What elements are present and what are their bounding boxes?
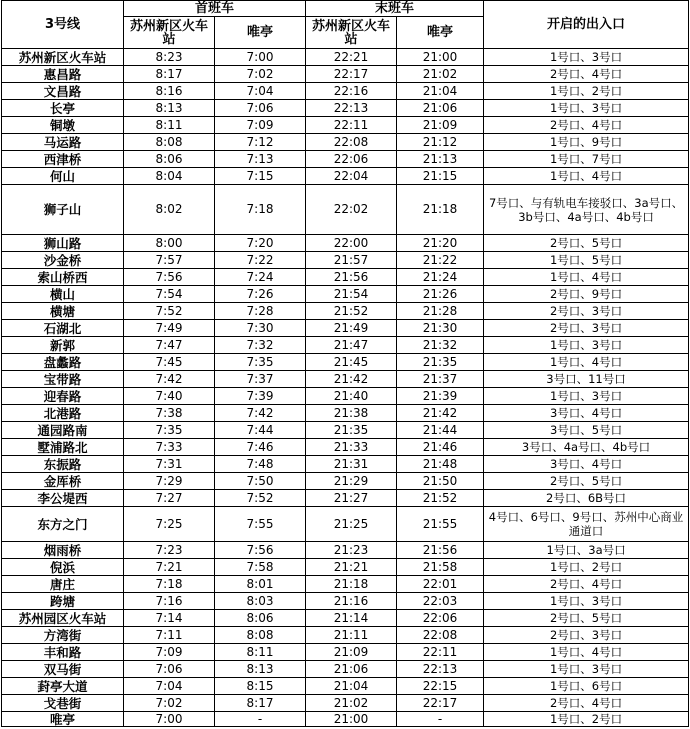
header-first-train: 首班车	[124, 1, 306, 17]
last-train-dir-a: 21:38	[306, 405, 397, 422]
last-train-dir-b: 21:15	[397, 168, 484, 185]
station-name: 新郭	[2, 337, 124, 354]
table-row	[2, 235, 689, 252]
open-exits: 7号口、与有轨电车接驳口、3a号口、3b号口、4a号口、4b号口	[484, 185, 689, 235]
first-train-dir-b: 7:55	[215, 507, 306, 542]
header-last-dir-a: 苏州新区火车站	[306, 17, 397, 49]
last-train-dir-a: 21:57	[306, 252, 397, 269]
last-train-dir-b: 21:50	[397, 473, 484, 490]
first-train-dir-a: 7:33	[124, 439, 215, 456]
first-train-dir-a: 8:04	[124, 168, 215, 185]
station-name: 苏州园区火车站	[2, 610, 124, 627]
last-train-dir-a: 22:04	[306, 168, 397, 185]
open-exits: 1号口、3号口	[484, 100, 689, 117]
first-train-dir-b: 7:24	[215, 269, 306, 286]
open-exits: 1号口、6号口	[484, 678, 689, 695]
last-train-dir-a: 21:06	[306, 661, 397, 678]
station-name: 唐庄	[2, 576, 124, 593]
table-row	[2, 627, 689, 644]
table-row	[2, 678, 689, 695]
last-train-dir-b: 21:35	[397, 354, 484, 371]
first-train-dir-b: 7:42	[215, 405, 306, 422]
table-row	[2, 576, 689, 593]
open-exits: 3号口、4号口	[484, 405, 689, 422]
open-exits: 1号口、9号口	[484, 134, 689, 151]
open-exits: 4号口、6号口、9号口、苏州中心商业通道口	[484, 507, 689, 542]
last-train-dir-b: 21:00	[397, 49, 484, 66]
last-train-dir-b: -	[397, 712, 484, 727]
first-train-dir-b: 8:01	[215, 576, 306, 593]
table-row	[2, 117, 689, 134]
first-train-dir-a: 7:40	[124, 388, 215, 405]
table-row	[2, 507, 689, 542]
first-train-dir-b: 7:37	[215, 371, 306, 388]
station-name: 狮山路	[2, 235, 124, 252]
table-row	[2, 439, 689, 456]
station-name: 长亭	[2, 100, 124, 117]
last-train-dir-a: 21:21	[306, 559, 397, 576]
last-train-dir-a: 22:02	[306, 185, 397, 235]
last-train-dir-a: 21:04	[306, 678, 397, 695]
last-train-dir-a: 21:35	[306, 422, 397, 439]
open-exits: 3号口、11号口	[484, 371, 689, 388]
header-line: 3号线	[2, 1, 124, 49]
first-train-dir-b: 7:50	[215, 473, 306, 490]
open-exits: 1号口、4号口	[484, 644, 689, 661]
last-train-dir-b: 21:04	[397, 83, 484, 100]
first-train-dir-a: 8:11	[124, 117, 215, 134]
last-train-dir-b: 21:46	[397, 439, 484, 456]
first-train-dir-b: 7:12	[215, 134, 306, 151]
last-train-dir-b: 21:44	[397, 422, 484, 439]
last-train-dir-a: 21:47	[306, 337, 397, 354]
last-train-dir-a: 21:11	[306, 627, 397, 644]
last-train-dir-b: 22:06	[397, 610, 484, 627]
last-train-dir-b: 21:42	[397, 405, 484, 422]
table-row	[2, 269, 689, 286]
last-train-dir-b: 21:39	[397, 388, 484, 405]
open-exits: 1号口、4号口	[484, 354, 689, 371]
open-exits: 1号口、7号口	[484, 151, 689, 168]
open-exits: 1号口、4号口	[484, 269, 689, 286]
station-name: 双马街	[2, 661, 124, 678]
first-train-dir-b: 7:13	[215, 151, 306, 168]
last-train-dir-b: 21:55	[397, 507, 484, 542]
first-train-dir-b: 7:02	[215, 66, 306, 83]
open-exits: 2号口、9号口	[484, 286, 689, 303]
last-train-dir-a: 21:14	[306, 610, 397, 627]
first-train-dir-a: 7:29	[124, 473, 215, 490]
timetable	[1, 0, 689, 727]
first-train-dir-a: 7:52	[124, 303, 215, 320]
last-train-dir-a: 21:29	[306, 473, 397, 490]
table-row	[2, 490, 689, 507]
last-train-dir-b: 21:02	[397, 66, 484, 83]
first-train-dir-a: 7:42	[124, 371, 215, 388]
first-train-dir-b: 7:32	[215, 337, 306, 354]
first-train-dir-b: 7:56	[215, 542, 306, 559]
station-name: 北港路	[2, 405, 124, 422]
first-train-dir-b: 8:13	[215, 661, 306, 678]
last-train-dir-a: 22:08	[306, 134, 397, 151]
last-train-dir-b: 22:11	[397, 644, 484, 661]
table-row	[2, 337, 689, 354]
station-name: 宝带路	[2, 371, 124, 388]
table-row	[2, 661, 689, 678]
station-name: 西津桥	[2, 151, 124, 168]
first-train-dir-b: 7:48	[215, 456, 306, 473]
open-exits: 1号口、4号口	[484, 168, 689, 185]
station-name: 惠昌路	[2, 66, 124, 83]
table-row	[2, 712, 689, 727]
station-name: 倪浜	[2, 559, 124, 576]
last-train-dir-a: 21:25	[306, 507, 397, 542]
first-train-dir-b: 8:17	[215, 695, 306, 712]
table-row	[2, 66, 689, 83]
table-row	[2, 473, 689, 490]
first-train-dir-b: 7:04	[215, 83, 306, 100]
open-exits: 2号口、5号口	[484, 473, 689, 490]
station-name: 跨塘	[2, 593, 124, 610]
station-name: 沙金桥	[2, 252, 124, 269]
open-exits: 2号口、5号口	[484, 610, 689, 627]
last-train-dir-b: 22:03	[397, 593, 484, 610]
station-name: 石湖北	[2, 320, 124, 337]
station-name: 李公堤西	[2, 490, 124, 507]
last-train-dir-b: 21:30	[397, 320, 484, 337]
last-train-dir-a: 21:09	[306, 644, 397, 661]
table-row	[2, 593, 689, 610]
last-train-dir-b: 21:24	[397, 269, 484, 286]
open-exits: 2号口、3号口	[484, 303, 689, 320]
first-train-dir-a: 7:16	[124, 593, 215, 610]
first-train-dir-a: 7:27	[124, 490, 215, 507]
station-name: 金厍桥	[2, 473, 124, 490]
station-name: 迎春路	[2, 388, 124, 405]
last-train-dir-b: 22:01	[397, 576, 484, 593]
first-train-dir-b: 7:35	[215, 354, 306, 371]
first-train-dir-b: 7:00	[215, 49, 306, 66]
header-last-dir-b: 唯亭	[397, 17, 484, 49]
last-train-dir-b: 21:22	[397, 252, 484, 269]
station-name: 墅浦路北	[2, 439, 124, 456]
last-train-dir-a: 21:23	[306, 542, 397, 559]
station-name: 马运路	[2, 134, 124, 151]
first-train-dir-a: 7:56	[124, 269, 215, 286]
last-train-dir-b: 22:17	[397, 695, 484, 712]
table-row	[2, 134, 689, 151]
last-train-dir-b: 21:32	[397, 337, 484, 354]
first-train-dir-b: 7:15	[215, 168, 306, 185]
last-train-dir-a: 22:06	[306, 151, 397, 168]
open-exits: 1号口、2号口	[484, 712, 689, 727]
table-row	[2, 286, 689, 303]
header-first-dir-b: 唯亭	[215, 17, 306, 49]
last-train-dir-a: 21:49	[306, 320, 397, 337]
first-train-dir-b: 7:18	[215, 185, 306, 235]
open-exits: 3号口、4a号口、4b号口	[484, 439, 689, 456]
open-exits: 3号口、5号口	[484, 422, 689, 439]
table-row	[2, 83, 689, 100]
first-train-dir-b: 7:28	[215, 303, 306, 320]
station-name: 索山桥西	[2, 269, 124, 286]
first-train-dir-b: 7:39	[215, 388, 306, 405]
table-row	[2, 542, 689, 559]
open-exits: 1号口、3a号口	[484, 542, 689, 559]
station-name: 烟雨桥	[2, 542, 124, 559]
last-train-dir-b: 22:13	[397, 661, 484, 678]
open-exits: 2号口、4号口	[484, 695, 689, 712]
table-row	[2, 100, 689, 117]
last-train-dir-a: 21:18	[306, 576, 397, 593]
table-row	[2, 252, 689, 269]
first-train-dir-a: 7:18	[124, 576, 215, 593]
last-train-dir-b: 22:08	[397, 627, 484, 644]
open-exits: 1号口、3号口	[484, 337, 689, 354]
station-name: 铜墩	[2, 117, 124, 134]
timetable-header	[2, 1, 689, 49]
table-row	[2, 320, 689, 337]
first-train-dir-a: 7:14	[124, 610, 215, 627]
last-train-dir-b: 21:26	[397, 286, 484, 303]
open-exits: 2号口、4号口	[484, 576, 689, 593]
first-train-dir-a: 7:04	[124, 678, 215, 695]
first-train-dir-a: 7:00	[124, 712, 215, 727]
last-train-dir-a: 21:33	[306, 439, 397, 456]
first-train-dir-a: 7:49	[124, 320, 215, 337]
station-name: 文昌路	[2, 83, 124, 100]
open-exits: 1号口、2号口	[484, 83, 689, 100]
last-train-dir-b: 22:15	[397, 678, 484, 695]
table-row	[2, 354, 689, 371]
header-exits: 开启的出入口	[484, 1, 689, 49]
header-last-train: 末班车	[306, 1, 484, 17]
last-train-dir-b: 21:58	[397, 559, 484, 576]
first-train-dir-a: 7:21	[124, 559, 215, 576]
first-train-dir-b: 8:06	[215, 610, 306, 627]
last-train-dir-a: 21:56	[306, 269, 397, 286]
table-row	[2, 303, 689, 320]
table-row	[2, 405, 689, 422]
first-train-dir-a: 7:23	[124, 542, 215, 559]
last-train-dir-a: 21:40	[306, 388, 397, 405]
last-train-dir-a: 21:42	[306, 371, 397, 388]
open-exits: 2号口、3号口	[484, 320, 689, 337]
open-exits: 2号口、4号口	[484, 66, 689, 83]
first-train-dir-b: 7:09	[215, 117, 306, 134]
table-row	[2, 49, 689, 66]
open-exits: 1号口、3号口	[484, 661, 689, 678]
first-train-dir-a: 8:06	[124, 151, 215, 168]
first-train-dir-a: 7:02	[124, 695, 215, 712]
open-exits: 1号口、5号口	[484, 252, 689, 269]
open-exits: 2号口、4号口	[484, 117, 689, 134]
last-train-dir-b: 21:06	[397, 100, 484, 117]
first-train-dir-b: 8:11	[215, 644, 306, 661]
first-train-dir-b: 7:22	[215, 252, 306, 269]
station-name: 方湾街	[2, 627, 124, 644]
station-name: 东振路	[2, 456, 124, 473]
table-row	[2, 168, 689, 185]
last-train-dir-b: 21:20	[397, 235, 484, 252]
open-exits: 1号口、2号口	[484, 559, 689, 576]
first-train-dir-b: -	[215, 712, 306, 727]
station-name: 横塘	[2, 303, 124, 320]
first-train-dir-b: 7:26	[215, 286, 306, 303]
first-train-dir-a: 7:11	[124, 627, 215, 644]
last-train-dir-a: 21:00	[306, 712, 397, 727]
last-train-dir-b: 21:18	[397, 185, 484, 235]
last-train-dir-a: 21:54	[306, 286, 397, 303]
last-train-dir-b: 21:56	[397, 542, 484, 559]
table-row	[2, 610, 689, 627]
last-train-dir-a: 21:02	[306, 695, 397, 712]
first-train-dir-a: 7:09	[124, 644, 215, 661]
first-train-dir-b: 7:06	[215, 100, 306, 117]
station-name: 东方之门	[2, 507, 124, 542]
last-train-dir-a: 22:00	[306, 235, 397, 252]
table-row	[2, 695, 689, 712]
first-train-dir-a: 7:31	[124, 456, 215, 473]
first-train-dir-a: 8:02	[124, 185, 215, 235]
first-train-dir-b: 7:44	[215, 422, 306, 439]
station-name: 唯亭	[2, 712, 124, 727]
first-train-dir-b: 7:20	[215, 235, 306, 252]
last-train-dir-a: 22:16	[306, 83, 397, 100]
header-first-dir-a: 苏州新区火车站	[124, 17, 215, 49]
table-row	[2, 371, 689, 388]
station-name: 横山	[2, 286, 124, 303]
first-train-dir-a: 7:45	[124, 354, 215, 371]
table-row	[2, 559, 689, 576]
timetable-body	[2, 49, 689, 727]
first-train-dir-a: 8:17	[124, 66, 215, 83]
last-train-dir-a: 21:31	[306, 456, 397, 473]
open-exits: 2号口、3号口	[484, 627, 689, 644]
open-exits: 2号口、6B号口	[484, 490, 689, 507]
first-train-dir-b: 8:08	[215, 627, 306, 644]
station-name: 通园路南	[2, 422, 124, 439]
first-train-dir-a: 8:00	[124, 235, 215, 252]
last-train-dir-b: 21:37	[397, 371, 484, 388]
first-train-dir-a: 7:47	[124, 337, 215, 354]
first-train-dir-a: 7:35	[124, 422, 215, 439]
table-row	[2, 456, 689, 473]
first-train-dir-a: 8:23	[124, 49, 215, 66]
first-train-dir-a: 7:54	[124, 286, 215, 303]
station-name: 丰和路	[2, 644, 124, 661]
last-train-dir-b: 21:12	[397, 134, 484, 151]
first-train-dir-a: 7:06	[124, 661, 215, 678]
first-train-dir-b: 7:52	[215, 490, 306, 507]
table-row	[2, 422, 689, 439]
station-name: 盘蠡路	[2, 354, 124, 371]
last-train-dir-a: 22:21	[306, 49, 397, 66]
first-train-dir-a: 8:13	[124, 100, 215, 117]
table-row	[2, 644, 689, 661]
open-exits: 1号口、3号口	[484, 388, 689, 405]
last-train-dir-a: 21:16	[306, 593, 397, 610]
last-train-dir-a: 21:45	[306, 354, 397, 371]
first-train-dir-b: 8:03	[215, 593, 306, 610]
first-train-dir-b: 7:30	[215, 320, 306, 337]
first-train-dir-b: 8:15	[215, 678, 306, 695]
last-train-dir-b: 21:52	[397, 490, 484, 507]
last-train-dir-a: 22:17	[306, 66, 397, 83]
table-row	[2, 185, 689, 235]
first-train-dir-a: 7:57	[124, 252, 215, 269]
station-name: 何山	[2, 168, 124, 185]
open-exits: 2号口、5号口	[484, 235, 689, 252]
first-train-dir-b: 7:58	[215, 559, 306, 576]
last-train-dir-b: 21:28	[397, 303, 484, 320]
last-train-dir-b: 21:13	[397, 151, 484, 168]
last-train-dir-a: 22:13	[306, 100, 397, 117]
station-name: 葑亭大道	[2, 678, 124, 695]
station-name: 戈巷街	[2, 695, 124, 712]
last-train-dir-a: 21:52	[306, 303, 397, 320]
last-train-dir-a: 22:11	[306, 117, 397, 134]
first-train-dir-a: 7:38	[124, 405, 215, 422]
first-train-dir-a: 8:16	[124, 83, 215, 100]
last-train-dir-b: 21:48	[397, 456, 484, 473]
first-train-dir-a: 7:25	[124, 507, 215, 542]
station-name: 狮子山	[2, 185, 124, 235]
first-train-dir-b: 7:46	[215, 439, 306, 456]
first-train-dir-a: 8:08	[124, 134, 215, 151]
last-train-dir-b: 21:09	[397, 117, 484, 134]
station-name: 苏州新区火车站	[2, 49, 124, 66]
open-exits: 1号口、3号口	[484, 593, 689, 610]
open-exits: 3号口、4号口	[484, 456, 689, 473]
last-train-dir-a: 21:27	[306, 490, 397, 507]
open-exits: 1号口、3号口	[484, 49, 689, 66]
table-row	[2, 388, 689, 405]
table-row	[2, 151, 689, 168]
